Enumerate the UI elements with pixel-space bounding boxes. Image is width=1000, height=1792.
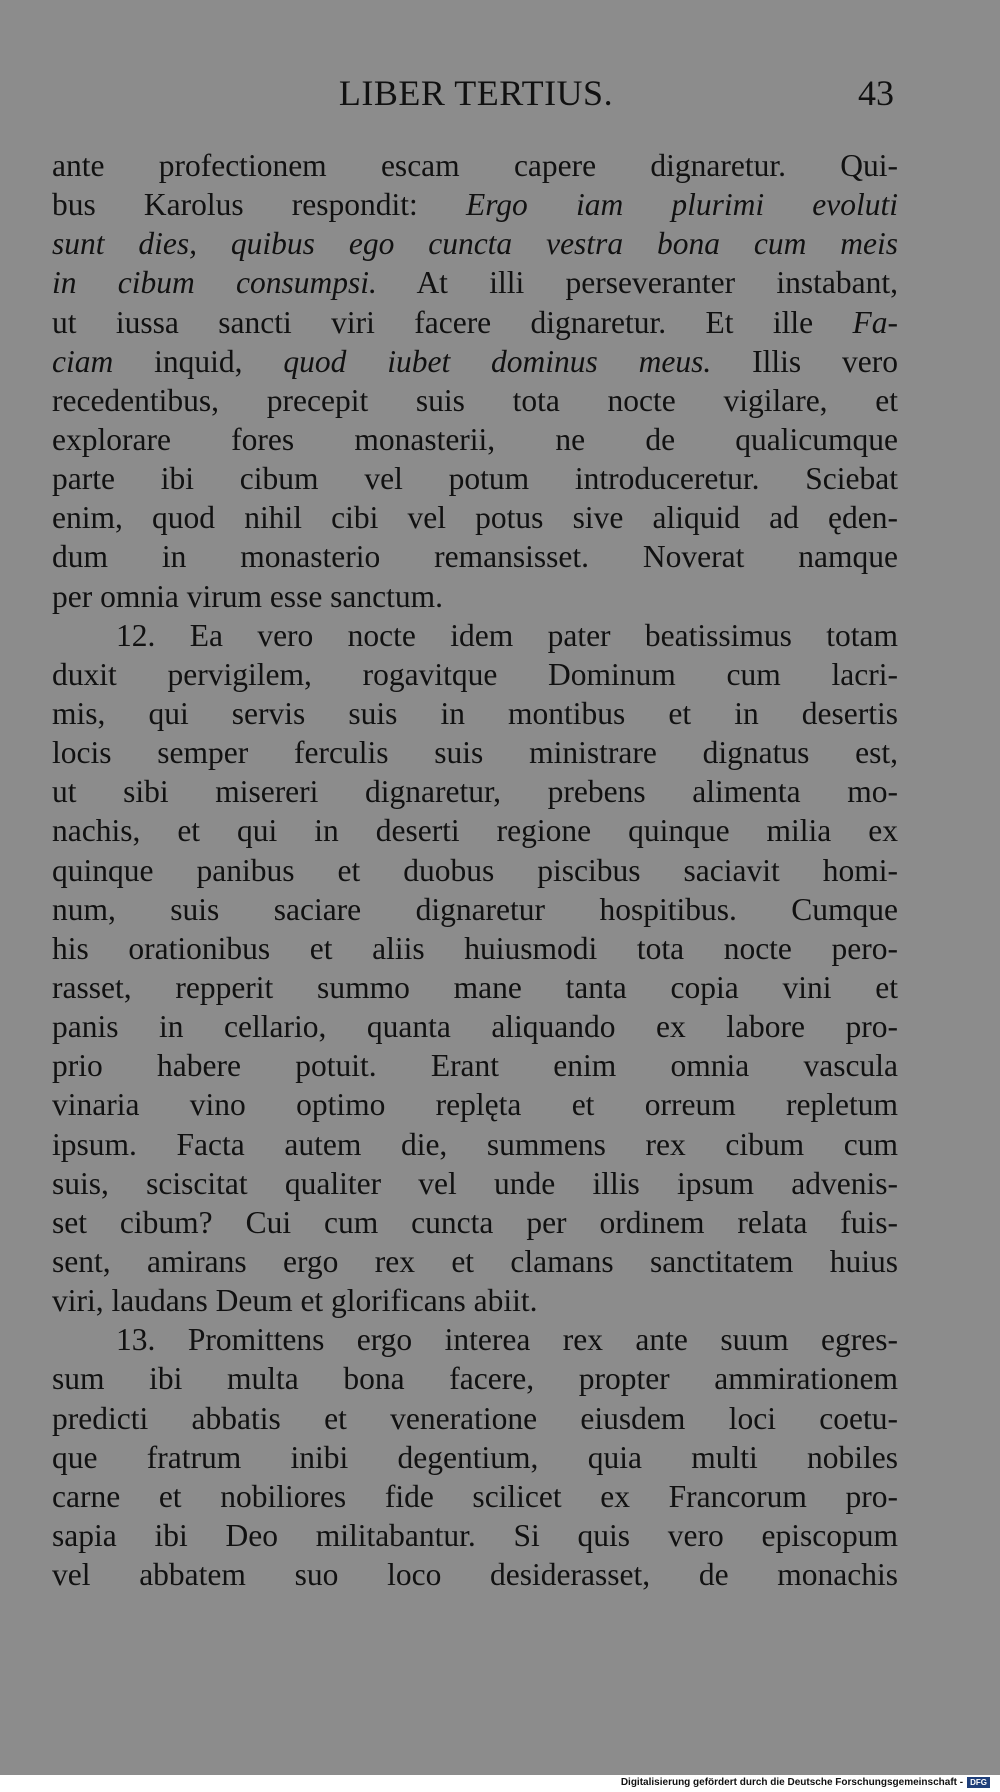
dfg-logo-icon: DFG (967, 1777, 990, 1788)
text-line (52, 772, 898, 811)
text-line (52, 1046, 898, 1085)
text-segment: per omnia virum esse sanctum. (52, 578, 444, 614)
text-line (52, 1203, 898, 1242)
text-line (52, 890, 898, 929)
text-segment: sum ibi multa bona facere, propter ammirationem (52, 1361, 898, 1397)
text-line (52, 968, 898, 1007)
text-line (52, 185, 898, 224)
text-segment: quinque panibus et duobus piscibus saciavit homi- (52, 852, 898, 888)
italic-text: sunt dies, quibus ego cuncta vestra bona cum meis (52, 226, 898, 262)
text-segment: ut iussa sancti viri facere dignaretur. Et ille (52, 304, 853, 340)
text-line (52, 498, 898, 537)
text-segment: viri, laudans Deum et glorificans abiit. (52, 1283, 538, 1319)
italic-text: ciam (52, 343, 114, 379)
text-segment: que fratrum inibi degentium, quia multi nobiles (52, 1439, 898, 1475)
text-line (52, 616, 898, 655)
text-line (52, 1007, 898, 1046)
text-segment: Illis vero (711, 343, 898, 379)
italic-text: Fa- (852, 304, 898, 340)
text-segment: mis, qui servis suis in montibus et in desertis (52, 695, 898, 731)
text-segment: vinaria vino optimo replęta et orreum repletum (52, 1087, 898, 1123)
text-segment: inquid, (113, 343, 284, 379)
text-segment: prio habere potuit. Erant enim omnia vascula (52, 1048, 898, 1084)
text-segment: 13. Promittens ergo interea rex ante suum egres- (116, 1322, 898, 1358)
italic-text: in cibum consumpsi. (52, 265, 377, 301)
text-segment: parte ibi cibum vel potum introduceretur. Sciebat (52, 461, 898, 497)
text-segment: locis semper ferculis suis ministrare dignatus est, (52, 735, 898, 771)
text-line (52, 1516, 898, 1555)
text-line (52, 577, 898, 616)
text-line (52, 1477, 898, 1516)
text-line (52, 342, 898, 381)
digitization-credit (621, 1775, 990, 1789)
text-line (52, 381, 898, 420)
text-segment: nachis, et qui in deserti regione quinque milia ex (52, 813, 898, 849)
text-line (52, 1085, 898, 1124)
italic-text: Ergo iam plurimi evoluti (465, 187, 898, 223)
text-line (52, 263, 898, 302)
text-line (52, 694, 898, 733)
text-line (52, 655, 898, 694)
text-line (52, 1359, 898, 1398)
text-segment: explorare fores monasterii, ne de qualicumque (52, 421, 898, 457)
text-segment: num, suis saciare dignaretur hospitibus. Cumque (52, 891, 898, 927)
text-line (52, 1438, 898, 1477)
text-line (52, 1281, 898, 1320)
italic-text: quod iubet dominus meus. (283, 343, 712, 379)
text-line (52, 733, 898, 772)
text-line (52, 1555, 898, 1594)
text-segment: vel abbatem suo loco desiderasset, de monachis (52, 1557, 898, 1593)
text-segment: sent, amirans ergo rex et clamans sanctitatem huius (52, 1243, 898, 1279)
text-segment: his orationibus et aliis huiusmodi tota nocte pero- (52, 930, 898, 966)
text-line (52, 811, 898, 850)
credit-text: Digitalisierung gefördert durch die Deutsche Forschungsgemeinschaft - (620, 1776, 964, 1788)
text-segment: set cibum? Cui cum cuncta per ordinem relata fuis- (52, 1204, 898, 1240)
text-line (52, 1242, 898, 1281)
text-line (52, 420, 898, 459)
text-segment: predicti abbatis et veneratione eiusdem loci coetu- (52, 1400, 898, 1436)
text-line (52, 224, 898, 263)
text-segment: sapia ibi Deo militabantur. Si quis vero episcopum (52, 1517, 898, 1553)
text-segment: 12. Ea vero nocte idem pater beatissimus totam (116, 617, 898, 653)
text-segment: enim, quod nihil cibi vel potus sive aliquid ad ęden- (52, 500, 898, 536)
text-body (52, 146, 898, 1594)
text-segment: carne et nobiliores fide scilicet ex Francorum pro- (52, 1478, 898, 1514)
text-segment: ipsum. Facta autem die, summens rex cibum cum (52, 1126, 898, 1162)
text-segment: recedentibus, precepit suis tota nocte vigilare, et (52, 382, 898, 418)
text-line (52, 303, 898, 342)
text-segment: panis in cellario, quanta aliquando ex labore pro- (52, 1009, 898, 1045)
text-line (52, 851, 898, 890)
text-segment: ante profectionem escam capere dignaretur. Qui- (52, 148, 898, 183)
text-line (52, 459, 898, 498)
text-segment: At illi perseveranter instabant, (376, 265, 898, 301)
text-line (52, 1320, 898, 1359)
text-line (52, 146, 898, 185)
text-segment: dum in monasterio remansisset. Noverat namque (52, 539, 898, 575)
text-line (52, 1399, 898, 1438)
text-segment: rasset, repperit summo mane tanta copia vini et (52, 969, 898, 1005)
text-segment: duxit pervigilem, rogavitque Dominum cum lacri- (52, 656, 898, 692)
text-segment: bus Karolus respondit: (52, 187, 466, 223)
running-title: LIBER TERTIUS. (338, 73, 614, 113)
text-line (52, 1125, 898, 1164)
text-segment: suis, sciscitat qualiter vel unde illis ipsum advenis- (52, 1165, 898, 1201)
text-line (52, 537, 898, 576)
text-line (52, 929, 898, 968)
text-segment: ut sibi misereri dignaretur, prebens alimenta mo- (52, 774, 898, 810)
text-line (52, 1164, 898, 1203)
page-number: 43 (858, 73, 894, 113)
page-header (58, 72, 894, 118)
